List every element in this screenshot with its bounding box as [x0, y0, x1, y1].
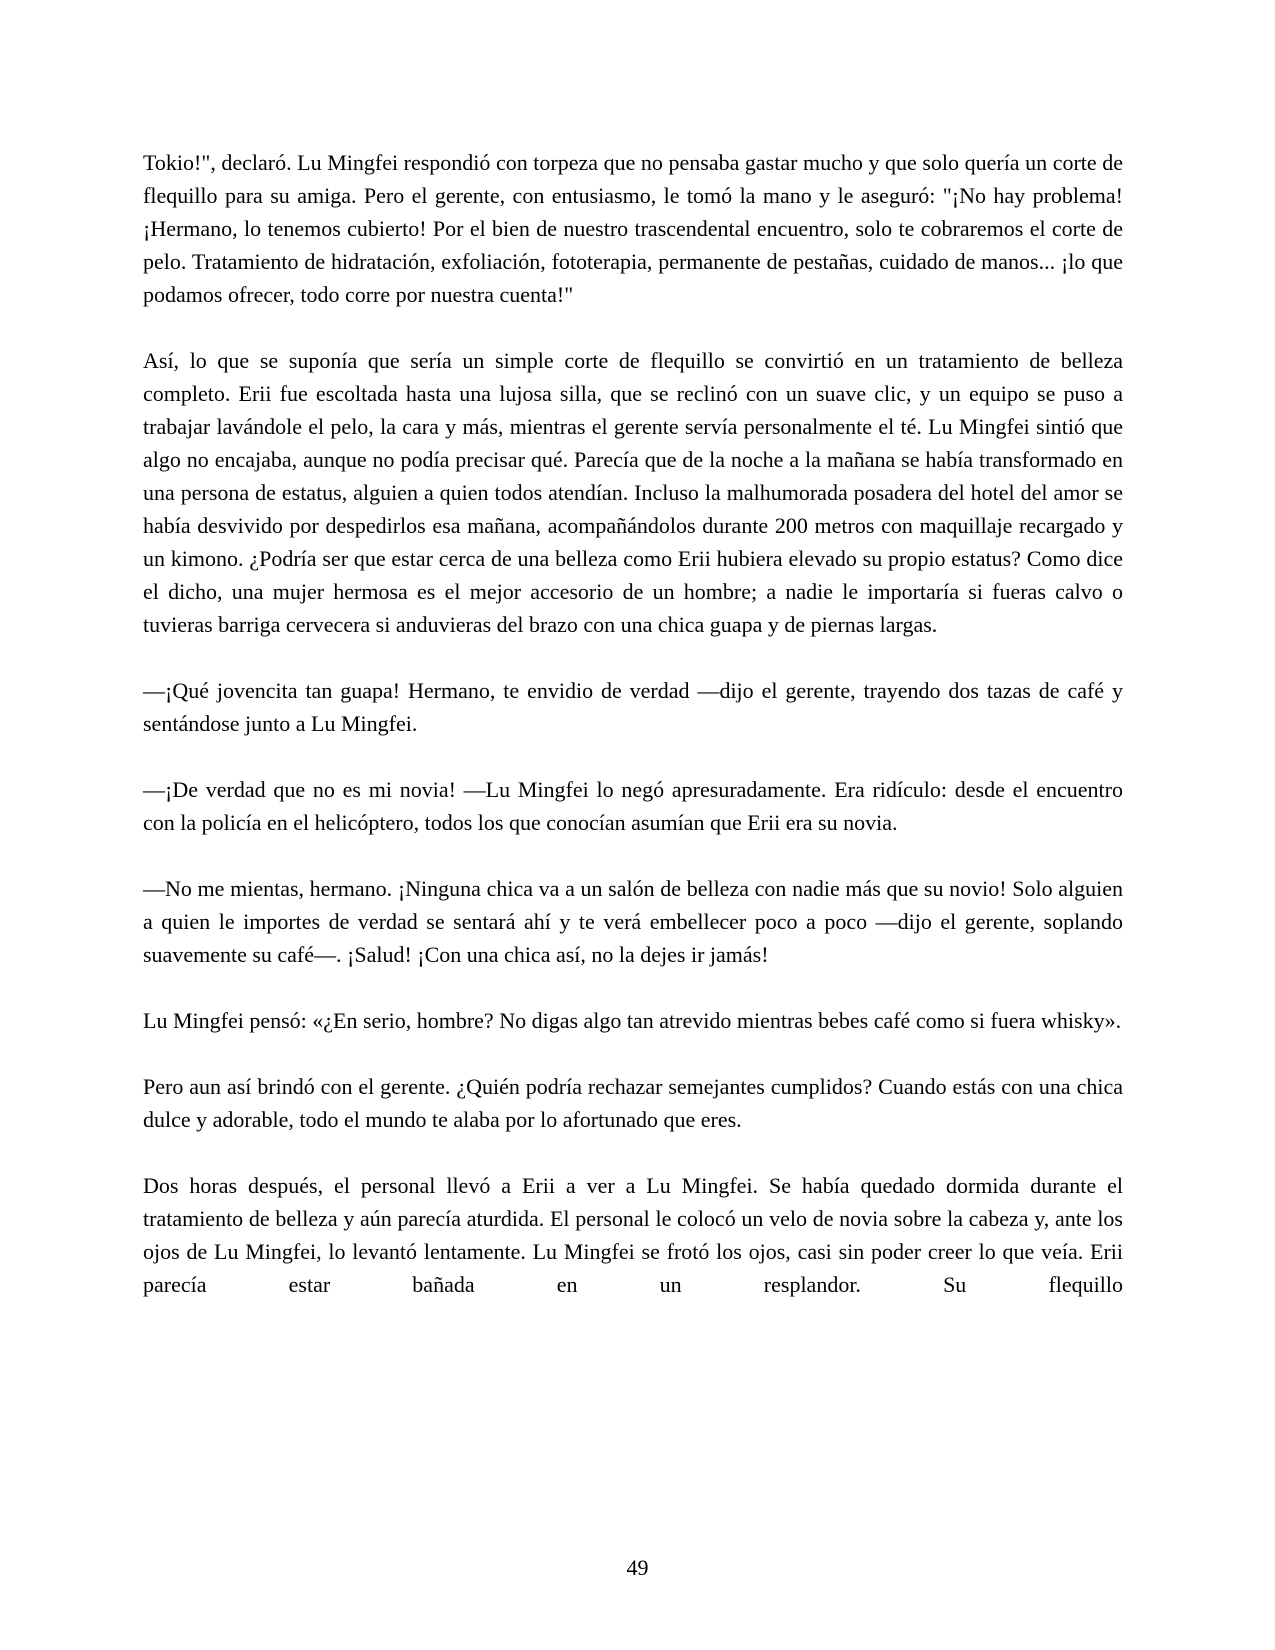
paragraph: Dos horas después, el personal llevó a Erii a ver a Lu Mingfei. Se había quedado dormida durante el tratamiento de belleza y aún parecía aturdida. El personal le colocó un velo de novia sobre la cabeza y, ante los ojos de Lu Mingfei, lo levantó lentamente. Lu Mingfei se frotó los ojos, casi sin poder creer lo que veía. Erii parecía estar bañada en un resplandor. Su flequillo — [143, 1173, 1123, 1297]
paragraph: —No me mientas, hermano. ¡Ninguna chica va a un salón de belleza con nadie más que su novio! Solo alguien a quien le importes de verdad se sentará ahí y te verá embellecer poco a poco —dijo el gerente, soplando suavemente su café—. ¡Salud! ¡Con una chica así, no la dejes ir jamás! — [143, 876, 1123, 967]
paragraph: Pero aun así brindó con el gerente. ¿Quién podría rechazar semejantes cumplidos? Cuando estás con una chica dulce y adorable, todo el mundo te alaba por lo afortunado que eres. — [143, 1074, 1123, 1132]
page-number: 49 — [626, 1555, 649, 1580]
paragraph: —¡De verdad que no es mi novia! —Lu Mingfei lo negó apresuradamente. Era ridículo: desde el encuentro con la policía en el helicóptero, todos los que conocían asumían que Erii era su novia. — [143, 777, 1123, 835]
paragraph: Así, lo que se suponía que sería un simple corte de flequillo se convirtió en un tratamiento de belleza completo. Erii fue escoltada hasta una lujosa silla, que se reclinó con un suave clic, y un equipo se puso a trabajar lavándole el pelo, la cara y más, mientras el gerente servía personalmente el té. Lu Mingfei sintió que algo no encajaba, aunque no podía precisar qué. Parecía que de la noche a la mañana se había transformado en una persona de estatus, alguien a quien todos atendían. Incluso la malhumorada posadera del hotel del amor se había desvivido por despedirlos esa mañana, acompañándolos durante 200 metros con maquillaje recargado y un kimono. ¿Podría ser que estar cerca de una belleza como Erii hubiera elevado su propio estatus? Como dice el dicho, una mujer hermosa es el mejor accesorio de un hombre; a nadie le importaría si fueras calvo o tuvieras barriga cervecera si anduvieras del brazo con una chica guapa y de piernas largas. — [143, 348, 1123, 637]
text-block — [143, 146, 1123, 1301]
paragraph: —¡Qué jovencita tan guapa! Hermano, te envidio de verdad —dijo el gerente, trayendo dos tazas de café y sentándose junto a Lu Mingfei. — [143, 678, 1123, 736]
paragraph: Lu Mingfei pensó: «¿En serio, hombre? No digas algo tan atrevido mientras bebes café como si fuera whisky». — [143, 1008, 1122, 1033]
paragraph: Tokio!", declaró. Lu Mingfei respondió con torpeza que no pensaba gastar mucho y que solo quería un corte de flequillo para su amiga. Pero el gerente, con entusiasmo, le tomó la mano y le aseguró: "¡No hay problema! ¡Hermano, lo tenemos cubierto! Por el bien de nuestro trascendental encuentro, solo te cobraremos el corte de pelo. Tratamiento de hidratación, exfoliación, fototerapia, permanente de pestañas, cuidado de manos... ¡lo que podamos ofrecer, todo corre por nuestra cuenta!" — [143, 150, 1123, 307]
